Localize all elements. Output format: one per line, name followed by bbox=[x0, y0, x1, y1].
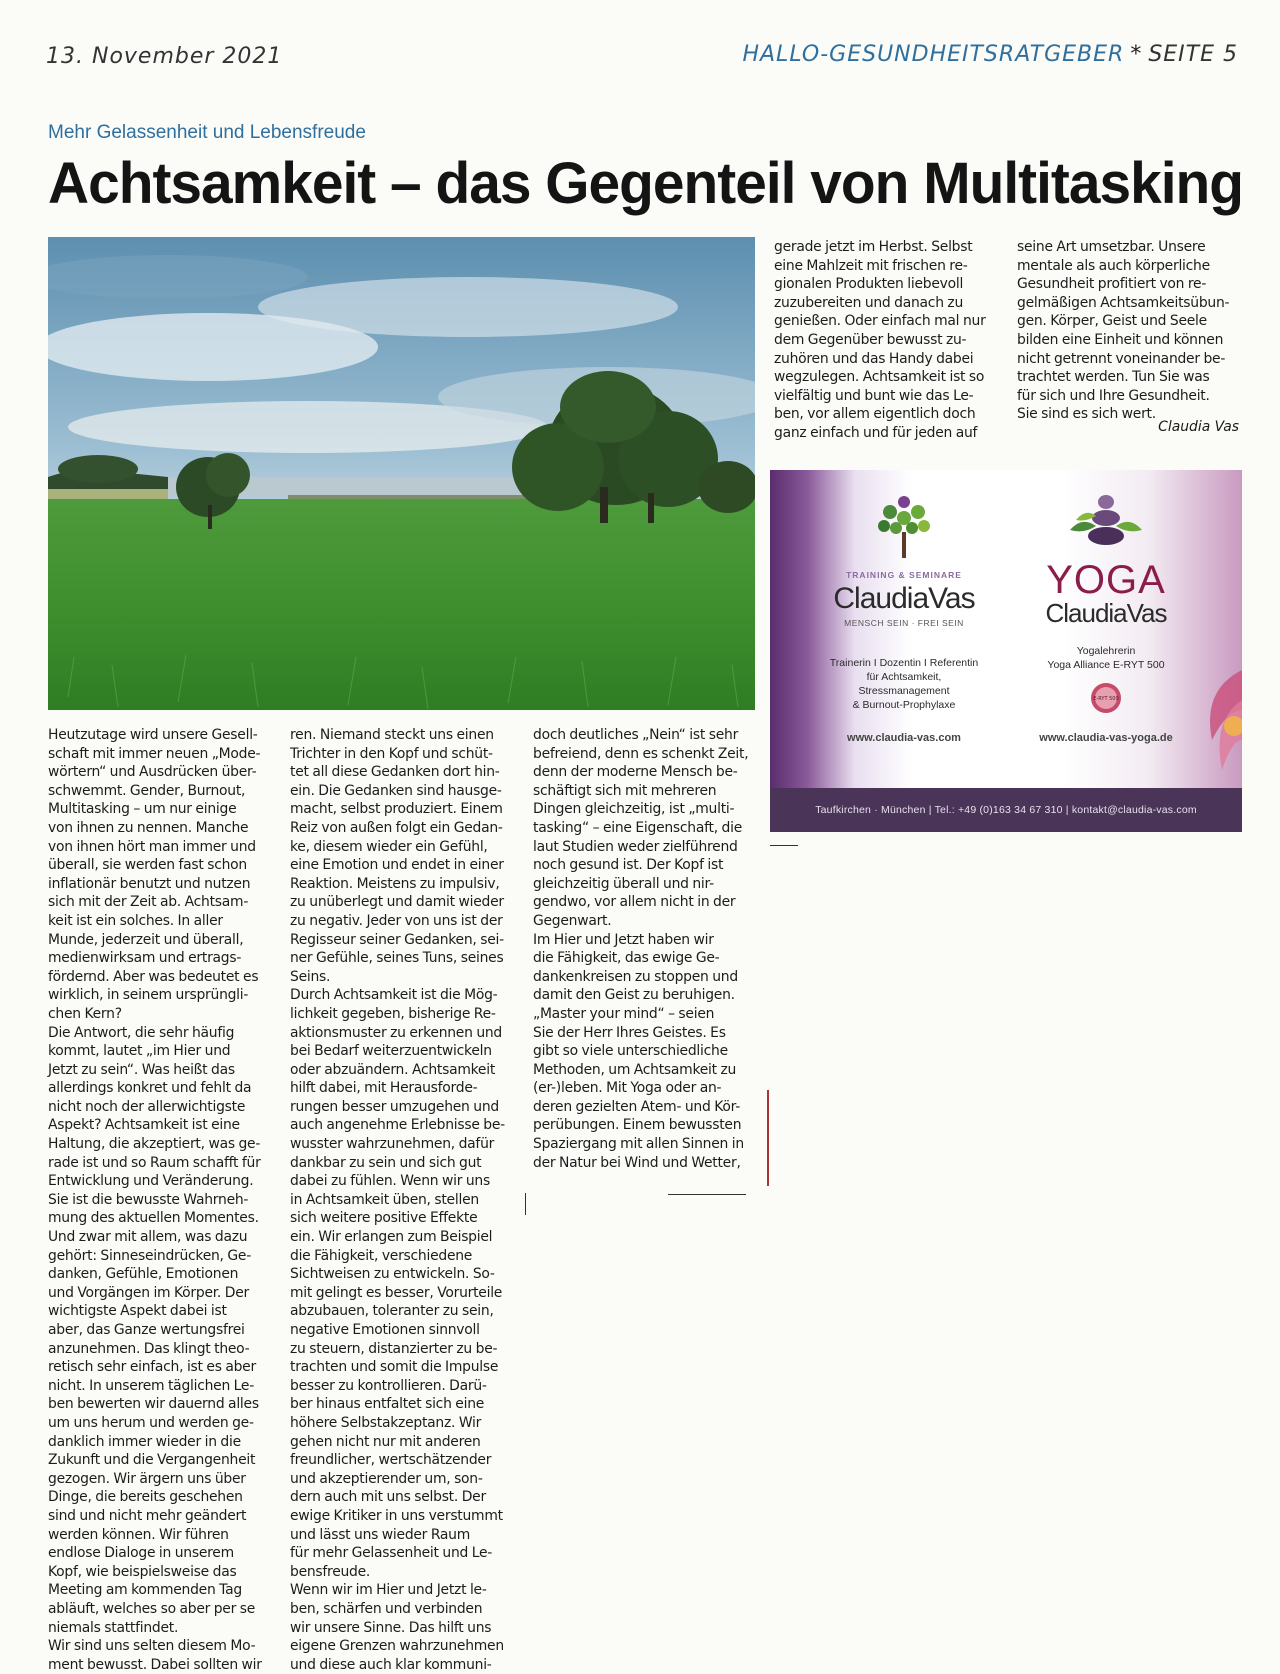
ad-panel-yoga bbox=[1006, 470, 1206, 788]
tree-logo-icon bbox=[874, 492, 934, 562]
ad-yoga-title: YOGA bbox=[1046, 558, 1166, 602]
column-rule bbox=[668, 1194, 746, 1195]
column-rule bbox=[767, 1090, 769, 1186]
article-column-5: seine Art umsetzbar. Unsere mentale als auch körperliche Gesundheit profitiert von re- gelmäßigen Achtsamkeitsübun- gen. Körper, Geist und Seele bilden eine Einheit und können nicht getrennt voneinander be- trachtet werden. Tun Sie was für sich und Ihre Gesundheit. Sie sind es sich wert. bbox=[1017, 239, 1230, 423]
ad-brand-name: ClaudiaVas bbox=[833, 582, 975, 615]
article-byline: Claudia Vas bbox=[1158, 419, 1239, 435]
column-rule bbox=[770, 845, 798, 846]
landscape-photo bbox=[48, 237, 755, 710]
ad-motto: MENSCH SEIN · FREI SEIN bbox=[844, 618, 964, 628]
article-kicker: Mehr Gelassenheit und Lebensfreude bbox=[48, 122, 366, 143]
ad-yoga-brand: ClaudiaVas bbox=[1045, 598, 1167, 628]
article-column-3: doch deutliches „Nein“ ist sehr befreiend, denn es schenkt Zeit, denn der moderne Mensch be- schäftigt sich mit mehreren Dingen gleichzeitig, ist „multi- tasking“ – eine Eigenschaft, die laut Studien weder zielführend noch gesund ist. Der Kopf ist gleichzeitig überall und nir- gendwo, vor allem nicht in der Gegenwart. Im Hier und Jetzt haben wir die Fähigkeit, das ewige Ge- dankenkreisen zu stoppen und damit den Geist zu beruhigen. „Master your mind“ – seien Sie der Herr Ihres Geistes. Es gibt so viele unterschiedliche Methoden, um Achtsamkeit zu (er-)leben. Mit Yoga oder an- deren gezielten Atem- und Kör- perübungen. Einem bewussten Spaziergang mit allen Sinnen in der Natur bei Wind und Wetter, bbox=[533, 727, 749, 1171]
ad-tagline: TRAINING & SEMINARE bbox=[846, 570, 962, 580]
article-column-2: ren. Niemand steckt uns einen Trichter in den Kopf und schüt- tet all diese Gedanken dort hin- ein. Die Gedanken sind hausge- macht, selbst produziert. Einem Reiz von außen folgt ein Gedan- ke, diesem wieder ein Gefühl, eine Emotion und endet in einer Reaktion. Meistens zu impulsiv, zu unüberlegt und damit wieder zu negativ. Jeder von uns ist der Regisseur seiner Gedanken, sei- ner Gefühle, seines Tuns, seines Seins. Durch Achtsamkeit ist die Mög- lichkeit gegeben, bisherige Re- aktionsmuster zu erkennen und bei Bedarf weiterzuentwickeln oder abzuändern. Achtsamkeit hilft dabei, mit Herausforde- rungen besser umzugehen und auch angenehme Erlebnisse be- wusster wahrzunehmen, dafür dankbar zu sein und sich gut dabei zu fühlen. Wenn wir uns in Achtsamkeit üben, stellen sich weitere positive Effekte ein. Wir erlangen zum Beispiel die Fähigkeit, verschiedene Sichtweisen zu entwickeln. So- mit gelingt es besser, Vorurteile abzubauen, toleranter zu sein, negative Emotionen sinnvoll zu steuern, distanzierter zu be- trachten und somit die Impulse besser zu kontrollieren. Darü- ber hinaus entfaltet sich eine höhere Selbstakzeptanz. Wir gehen nicht nur mit anderen freundlicher, wertschätzender und akzeptierender um, son- dern auch mit uns selbst. Der ewige Kritiker in uns verstummt und lässt uns wieder Raum für mehr Gelassenheit und Le- bensfreude. Wenn wir im Hier und Jetzt le- ben, schärfen und verbinden wir unsere Sinne. Das hilft uns eigene Grenzen wahrzunehmen und diese auch klar kommuni- bbox=[290, 727, 505, 1673]
advertisement bbox=[770, 470, 1242, 832]
article-column-1: Heutzutage wird unsere Gesell- schaft mit immer neuen „Mode- wörtern“ und Ausdrücken über- schwemmt. Gender, Burnout, Multitasking – um nur einige von ihnen zu nennen. Manche von ihnen hört man immer und überall, sie werden fast schon inflationär benutzt und nutzen sich mit der Zeit ab. Achtsam- keit ist ein solches. In aller Munde, jederzeit und überall, medienwirksam und ertrags- fördernd. Aber was bedeutet es wirklich, in seinem ursprüngli- chen Kern? Die Antwort, die sehr häufig kommt, lautet „im Hier und Jetzt zu sein“. Was heißt das allerdings konkret und fehlt da nicht noch der allerwichtigste Aspekt? Achtsamkeit ist eine Haltung, die akzeptiert, was ge- rade ist und so Raum schafft für Entwicklung und Veränderung. Sie ist die bewusste Wahrneh- mung des aktuellen Momentes. Und zwar mit allem, was dazu gehört: Sinneseindrücken, Ge- danken, Gefühle, Emotionen und Vorgängen im Körper. Der wichtigste Aspekt dabei ist aber, das Ganze wertungsfrei anzunehmen. Das klingt theo- retisch sehr einfach, ist es aber nicht. In unserem täglichen Le- ben bewerten wir dauernd alles um uns herum und werden ge- danklich immer wieder in die Zukunft und die Vergangenheit gezogen. Wir ärgern uns über Dinge, die bereits geschehen sind und nicht mehr geändert werden können. Wir führen endlose Dialoge in unserem Kopf, wie beispielsweise das Meeting am kommenden Tag abläuft, welches so aber per se niemals stattfindet. Wir sind uns selten diesem Mo- ment bewusst. Dabei sollten wir bbox=[48, 727, 262, 1673]
issue-date: 13. November 2021 bbox=[46, 44, 283, 69]
ad-description: Trainerin I Dozentin I Referentin für Achtsamkeit, Stressmanagement & Burnout-Prophylaxe bbox=[829, 657, 979, 711]
lotus-flower-icon bbox=[1182, 630, 1242, 780]
yoga-stones-icon bbox=[1066, 490, 1146, 556]
ad-website-link[interactable]: www.claudia-vas.com bbox=[847, 732, 961, 744]
running-header bbox=[742, 42, 1238, 67]
paper-name: HALLO-GESUNDHEITSRATGEBER bbox=[742, 42, 1125, 67]
ad-contact-footer: Taufkirchen · München | Tel.: +49 (0)163 34 67 310 | kontakt@claudia-vas.com bbox=[770, 788, 1242, 832]
page-number: SEITE 5 bbox=[1148, 42, 1238, 67]
column-rule bbox=[525, 1193, 526, 1215]
article-headline: Achtsamkeit – das Gegenteil von Multitasking bbox=[48, 151, 1244, 216]
eryt-badge-icon bbox=[1090, 682, 1122, 714]
article-column-4: gerade jetzt im Herbst. Selbst eine Mahlzeit mit frischen re- gionalen Produkten liebevoll zuzubereiten und danach zu genießen. Oder einfach mal nur dem Gegenüber bewusst zu- zuhören und das Handy dabei wegzulegen. Achtsamkeit ist so vielfältig und bunt wie das Le- ben, vor allem eigentlich doch ganz einfach und für jeden auf bbox=[774, 239, 986, 441]
ad-yoga-description: Yogalehrerin Yoga Alliance E-RYT 500 bbox=[1047, 645, 1165, 671]
ad-yoga-website-link[interactable]: www.claudia-vas-yoga.de bbox=[1039, 732, 1173, 744]
ad-panel-training bbox=[804, 470, 1004, 788]
eryt-badge-label: E-RYT 500 bbox=[1093, 696, 1119, 702]
header-separator: * bbox=[1130, 42, 1143, 67]
